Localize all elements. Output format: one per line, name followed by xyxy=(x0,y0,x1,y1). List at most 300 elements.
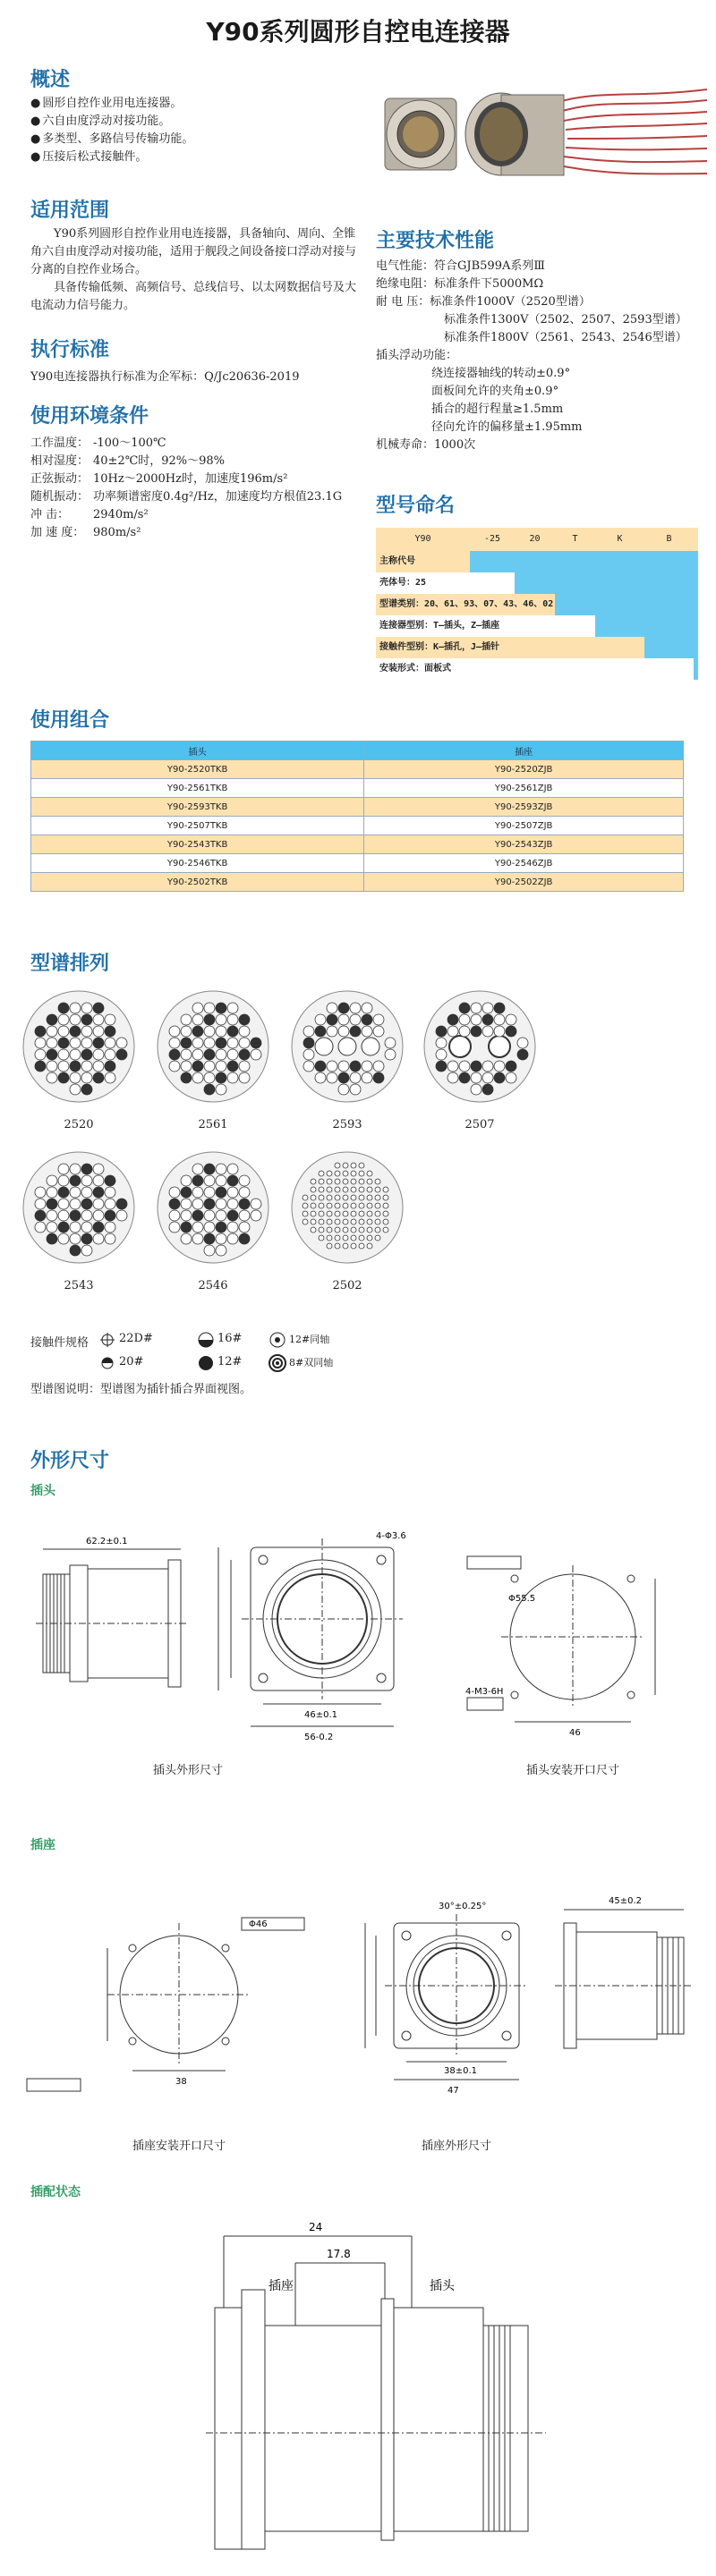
contact-mark xyxy=(385,1049,396,1060)
contact-mark xyxy=(375,1227,380,1233)
contact-mark xyxy=(70,1233,81,1244)
contact-mark xyxy=(181,1014,192,1025)
mate-left-label: 插座 xyxy=(268,2279,294,2293)
contact-mark xyxy=(448,1026,458,1037)
contact-mark xyxy=(47,1233,57,1244)
contact-mark xyxy=(227,1199,238,1209)
contact-mark xyxy=(35,1210,46,1221)
contact-mark xyxy=(47,1014,57,1025)
contact-mark xyxy=(471,1061,482,1072)
contact-mark xyxy=(227,1210,238,1221)
contact-mark xyxy=(204,1038,215,1048)
contact-mark xyxy=(327,1219,332,1224)
combo-heading: 使用组合 xyxy=(30,709,110,732)
contact-mark xyxy=(227,1072,238,1083)
contact-mark xyxy=(81,1164,92,1174)
contact-mark xyxy=(343,1179,348,1184)
contact-mark xyxy=(216,1014,226,1025)
contact-mark xyxy=(303,1038,314,1048)
contact-mark xyxy=(494,1026,505,1037)
contact-mark xyxy=(350,1026,361,1037)
contact-mark xyxy=(227,1026,238,1037)
contact-mark xyxy=(105,1072,115,1083)
contact-mark xyxy=(105,1049,115,1060)
contact-mark xyxy=(47,1210,57,1221)
contact-mark xyxy=(327,1227,332,1233)
overview-item: ● 六自由度浮动对接功能。 xyxy=(30,113,353,131)
contact-mark xyxy=(436,1061,447,1072)
contact-mark xyxy=(335,1187,340,1192)
column-header: 插头 xyxy=(31,741,364,760)
contact-mark xyxy=(227,1061,238,1072)
contact-mark xyxy=(251,1210,261,1221)
contact-mark xyxy=(335,1179,340,1184)
legend-20-icon xyxy=(102,1358,113,1368)
contact-mark xyxy=(351,1195,356,1200)
mated-heading: 插配状态 xyxy=(30,2185,81,2199)
contact-mark xyxy=(367,1171,372,1176)
contact-mark xyxy=(459,1003,470,1013)
contact-mark xyxy=(343,1219,348,1224)
contact-mark xyxy=(70,1003,81,1013)
contact-mark xyxy=(47,1222,57,1233)
contact-mark xyxy=(216,1222,226,1233)
contact-mark xyxy=(216,1233,226,1244)
contact-mark xyxy=(70,1061,81,1072)
contact-mark xyxy=(311,1179,316,1184)
table-cell: Y90-2520TKB xyxy=(31,760,364,779)
table-row xyxy=(31,760,684,779)
table-row xyxy=(31,873,684,892)
contact-mark xyxy=(303,1195,308,1200)
contact-mark xyxy=(338,1072,349,1083)
contact-mark xyxy=(335,1171,340,1176)
contact-mark xyxy=(105,1233,115,1244)
contact-mark xyxy=(192,1061,203,1072)
spectrum-label: 2520 xyxy=(64,1118,94,1131)
table-cell: Y90-2543ZJB xyxy=(364,835,684,854)
contact-mark xyxy=(471,1084,482,1095)
contact-mark xyxy=(116,1038,127,1048)
contact-mark xyxy=(351,1211,356,1216)
contact-mark xyxy=(359,1179,364,1184)
contact-mark xyxy=(169,1222,180,1233)
contact-mark xyxy=(81,1026,92,1037)
contact-mark xyxy=(70,1038,81,1048)
contact-mark xyxy=(227,1233,238,1244)
contact-mark xyxy=(216,1049,226,1060)
contact-mark xyxy=(58,1026,69,1037)
contact-mark xyxy=(169,1187,180,1198)
dim-rec-sq2: 47 xyxy=(448,2086,459,2096)
contact-mark xyxy=(204,1175,215,1186)
contact-mark xyxy=(343,1211,348,1216)
table-row xyxy=(31,835,684,854)
receptacle-caption: 插座安装开口尺寸 xyxy=(132,2140,226,2153)
contact-mark xyxy=(367,1187,372,1192)
env-key: 随机振动： xyxy=(30,490,90,504)
contact-mark xyxy=(375,1235,380,1241)
contact-mark xyxy=(81,1014,92,1025)
contact-mark xyxy=(373,1061,384,1072)
contact-mark xyxy=(204,1061,215,1072)
table-cell: Y90-2502ZJB xyxy=(364,873,684,892)
contact-mark xyxy=(70,1199,81,1209)
plug-heading: 插头 xyxy=(30,1484,55,1498)
contact-mark xyxy=(315,1061,326,1072)
contact-mark xyxy=(383,1219,388,1224)
contact-mark xyxy=(192,1187,203,1198)
contact-mark xyxy=(343,1227,348,1233)
tech-line: 耐 电 压：标准条件1000V（2520型谱） xyxy=(376,295,591,309)
env-value: -100～100℃ xyxy=(93,436,166,450)
contact-mark xyxy=(335,1235,340,1241)
spectrum-diagrams xyxy=(0,984,716,1324)
contact-mark xyxy=(58,1049,69,1060)
legend-12-icon xyxy=(199,1356,213,1370)
contact-mark xyxy=(58,1061,69,1072)
contact-mark xyxy=(239,1210,250,1221)
contact-mark xyxy=(482,1061,493,1072)
contact-mark xyxy=(319,1219,324,1224)
contact-mark xyxy=(204,1164,215,1174)
naming-row: 主称代号 xyxy=(376,551,470,572)
contact-mark xyxy=(227,1222,238,1233)
dim-mate-total: 24 xyxy=(309,2221,323,2233)
spectrum-note: 型谱图说明：型谱图为插针插合界面视图。 xyxy=(30,1383,252,1396)
contact-mark xyxy=(359,1227,364,1233)
contact-mark xyxy=(192,1199,203,1209)
contact-mark xyxy=(367,1195,372,1200)
contact-mark xyxy=(93,1049,104,1060)
contact-mark xyxy=(192,1014,203,1025)
contact-mark xyxy=(494,1072,505,1083)
dim-rec-angle: 30°±0.25° xyxy=(439,1902,487,1911)
naming-row: 接触件型别：K—插孔，J—插针 xyxy=(376,637,644,658)
dim-plug-hole: 4-Φ3.6 xyxy=(376,1531,406,1541)
contact-mark xyxy=(506,1072,516,1083)
naming-code: 20 xyxy=(529,534,541,544)
contact-mark xyxy=(181,1233,192,1244)
contact-mark xyxy=(359,1203,364,1208)
env-value: 980m/s² xyxy=(93,526,141,539)
contact-mark xyxy=(204,1049,215,1060)
contact-mark xyxy=(181,1072,192,1083)
contact-mark xyxy=(375,1203,380,1208)
contact-mark xyxy=(351,1219,356,1224)
contact-mark xyxy=(204,1199,215,1209)
contact-mark xyxy=(239,1038,250,1048)
contact-mark xyxy=(335,1219,340,1224)
contact-mark xyxy=(351,1235,356,1241)
contact-mark xyxy=(239,1072,250,1083)
legend-label: 12#同轴 xyxy=(289,1334,330,1345)
legend-12-coax-icon xyxy=(270,1333,285,1347)
contact-mark xyxy=(58,1072,69,1083)
table-cell: Y90-2546TKB xyxy=(31,854,364,873)
contact-mark xyxy=(181,1038,192,1048)
contact-mark xyxy=(436,1038,447,1048)
contact-mark xyxy=(35,1222,46,1233)
contact-mark xyxy=(204,1222,215,1233)
env-value: 2940m/s² xyxy=(93,508,149,521)
contact-mark xyxy=(303,1061,314,1072)
tech-line: 径向允许的偏移量±1.95mm xyxy=(431,420,583,434)
contact-mark xyxy=(311,1219,316,1224)
contact-mark xyxy=(216,1003,226,1013)
contact-mark xyxy=(81,1061,92,1072)
dim-rec-open: 38 xyxy=(175,2077,187,2087)
naming-code: T xyxy=(572,534,578,544)
contact-mark xyxy=(204,1014,215,1025)
contact-mark xyxy=(81,1187,92,1198)
legend-label: 20# xyxy=(119,1355,144,1368)
legend-label: 16# xyxy=(217,1332,243,1345)
contact-mark xyxy=(105,1038,115,1048)
contact-mark xyxy=(383,1187,388,1192)
contact-mark xyxy=(303,1211,308,1216)
contact-mark xyxy=(227,1175,238,1186)
spectrum-heading: 型谱排列 xyxy=(30,953,110,975)
contact-mark xyxy=(93,1210,104,1221)
contact-mark xyxy=(105,1014,115,1025)
contact-mark xyxy=(459,1072,470,1083)
contact-mark xyxy=(311,1227,316,1233)
contact-mark xyxy=(204,1072,215,1083)
contact-mark xyxy=(506,1026,516,1037)
dim-plug-sq1: 46±0.1 xyxy=(304,1710,338,1720)
contact-mark xyxy=(216,1210,226,1221)
plug-drawings xyxy=(0,1503,716,1762)
env-value: 40±2℃时，92%～98% xyxy=(93,454,226,468)
contact-mark xyxy=(327,1235,332,1241)
contact-mark xyxy=(319,1195,324,1200)
page-title: Y90系列圆形自控电连接器 xyxy=(206,17,510,47)
contact-mark xyxy=(517,1038,528,1048)
environment-list xyxy=(30,435,362,542)
naming-code: -25 xyxy=(483,534,501,544)
contact-mark xyxy=(239,1199,250,1209)
contact-mark xyxy=(58,1199,69,1209)
contact-mark xyxy=(105,1061,115,1072)
contact-mark xyxy=(449,1036,471,1057)
receptacle-caption: 插座外形尺寸 xyxy=(421,2140,491,2153)
contact-mark xyxy=(362,1014,372,1025)
legend-label: 22D# xyxy=(119,1332,153,1345)
contact-mark xyxy=(359,1163,364,1168)
contact-mark xyxy=(58,1164,69,1174)
contact-mark xyxy=(459,1014,470,1025)
table-row xyxy=(31,854,684,873)
mated-drawing xyxy=(0,2209,716,2567)
table-cell: Y90-2543TKB xyxy=(31,835,364,854)
contact-mark xyxy=(47,1072,57,1083)
contact-mark xyxy=(327,1187,332,1192)
contact-mark xyxy=(169,1049,180,1060)
contact-mark xyxy=(93,1061,104,1072)
contact-mark xyxy=(385,1038,396,1048)
contact-mark xyxy=(448,1014,458,1025)
contact-mark xyxy=(81,1233,92,1244)
contact-mark xyxy=(47,1187,57,1198)
contact-mark xyxy=(383,1211,388,1216)
combo-table xyxy=(30,741,684,892)
contact-mark xyxy=(327,1243,332,1249)
contact-mark xyxy=(216,1199,226,1209)
contact-mark xyxy=(359,1235,364,1241)
contact-mark xyxy=(93,1233,104,1244)
contact-mark xyxy=(343,1203,348,1208)
scope-paragraph-2: 具备传输低频、高频信号、总线信号、以太网数据信号及大电流动力信号能力。 xyxy=(30,281,357,312)
contact-mark xyxy=(105,1222,115,1233)
contact-mark xyxy=(327,1195,332,1200)
naming-diagram xyxy=(376,528,698,680)
contact-mark xyxy=(192,1038,203,1048)
contact-mark xyxy=(216,1026,226,1037)
contact-mark xyxy=(367,1219,372,1224)
contact-mark xyxy=(239,1187,250,1198)
contact-mark xyxy=(359,1187,364,1192)
table-cell: Y90-2520ZJB xyxy=(364,760,684,779)
contact-mark xyxy=(105,1210,115,1221)
contact-mark xyxy=(58,1014,69,1025)
naming-code: Y90 xyxy=(414,534,431,544)
contact-mark xyxy=(351,1163,356,1168)
contact-mark xyxy=(58,1210,69,1221)
dim-rec-len: 45±0.2 xyxy=(609,1896,643,1906)
contact-mark xyxy=(327,1211,332,1216)
contact-mark xyxy=(459,1061,470,1072)
contact-mark xyxy=(204,1084,215,1095)
overview-heading: 概述 xyxy=(30,69,71,91)
contact-mark xyxy=(93,1003,104,1013)
contact-mark xyxy=(373,1014,384,1025)
contact-mark xyxy=(319,1179,324,1184)
contact-mark xyxy=(338,1014,349,1025)
env-value: 功率频谱密度0.4g²/Hz，加速度均方根值23.1G xyxy=(93,490,343,504)
legend-label: 12# xyxy=(217,1355,243,1368)
contact-mark xyxy=(181,1199,192,1209)
contact-mark xyxy=(192,1222,203,1233)
contact-mark xyxy=(181,1061,192,1072)
contact-mark xyxy=(58,1003,69,1013)
contact-mark xyxy=(227,1187,238,1198)
contact-mark xyxy=(58,1222,69,1233)
contact-mark xyxy=(70,1026,81,1037)
contact-mark xyxy=(482,1026,493,1037)
contact-mark xyxy=(216,1187,226,1198)
contact-mark xyxy=(81,1049,92,1060)
contact-mark xyxy=(192,1210,203,1221)
contact-mark xyxy=(383,1227,388,1233)
contact-mark xyxy=(47,1038,57,1048)
contact-mark xyxy=(471,1026,482,1037)
contact-mark xyxy=(216,1072,226,1083)
contact-mark xyxy=(367,1211,372,1216)
env-value: 10Hz～2000Hz时，加速度196m/s² xyxy=(93,472,288,486)
scope-heading: 适用范围 xyxy=(30,199,110,222)
contact-mark xyxy=(359,1219,364,1224)
contact-mark xyxy=(47,1026,57,1037)
overview-item: ● 圆形自控作业用电连接器。 xyxy=(30,95,353,113)
contact-mark xyxy=(105,1199,115,1209)
contact-mark xyxy=(327,1171,332,1176)
table-cell: Y90-2593ZJB xyxy=(364,798,684,817)
contact-mark xyxy=(362,1026,372,1037)
contact-mark xyxy=(335,1163,340,1168)
contact-mark xyxy=(315,1072,326,1083)
contact-mark xyxy=(327,1061,337,1072)
naming-row: 型谱类别：20、61、93、07、43、46、02 xyxy=(376,594,555,615)
contact-mark xyxy=(204,1003,215,1013)
contact-mark xyxy=(367,1179,372,1184)
contact-mark xyxy=(227,1003,238,1013)
contact-mark xyxy=(383,1195,388,1200)
contact-mark xyxy=(70,1072,81,1083)
contact-mark xyxy=(81,1199,92,1209)
plug-caption: 插头安装开口尺寸 xyxy=(525,1764,619,1777)
contact-mark xyxy=(227,1164,238,1174)
contact-mark xyxy=(367,1203,372,1208)
contact-mark xyxy=(319,1203,324,1208)
contact-mark xyxy=(181,1210,192,1221)
naming-heading: 型号命名 xyxy=(376,495,456,517)
contact-mark xyxy=(169,1038,180,1048)
contact-mark xyxy=(327,1003,337,1013)
contact-mark xyxy=(351,1171,356,1176)
contact-mark xyxy=(81,1003,92,1013)
env-key: 相对湿度： xyxy=(30,454,90,468)
contact-mark xyxy=(351,1179,356,1184)
contact-mark xyxy=(204,1210,215,1221)
contact-mark xyxy=(359,1171,364,1176)
contact-mark xyxy=(93,1072,104,1083)
contact-mark xyxy=(239,1014,250,1025)
contact-mark xyxy=(35,1026,46,1037)
contact-mark xyxy=(81,1038,92,1048)
outline-heading: 外形尺寸 xyxy=(30,1450,110,1472)
contact-mark xyxy=(343,1235,348,1241)
contact-mark xyxy=(327,1072,337,1083)
contact-mark xyxy=(47,1199,57,1209)
contact-mark xyxy=(181,1026,192,1037)
contact-mark xyxy=(303,1049,314,1060)
contact-mark xyxy=(362,1038,379,1055)
contact-mark xyxy=(383,1203,388,1208)
contact-mark xyxy=(351,1227,356,1233)
contact-mark xyxy=(227,1049,238,1060)
contact-mark xyxy=(482,1014,493,1025)
contact-mark xyxy=(506,1014,516,1025)
contact-mark xyxy=(81,1072,92,1083)
contact-mark xyxy=(311,1187,316,1192)
env-key: 加 速 度： xyxy=(30,526,85,539)
contact-mark xyxy=(303,1219,308,1224)
contact-mark xyxy=(351,1203,356,1208)
legend-22d-icon xyxy=(100,1333,115,1347)
contact-mark xyxy=(70,1187,81,1198)
contact-mark xyxy=(375,1195,380,1200)
contact-mark xyxy=(81,1245,92,1256)
tech-line: 标准条件1800V（2561、2543、2546型谱） xyxy=(444,331,687,344)
contact-mark xyxy=(311,1211,316,1216)
contact-mark xyxy=(35,1199,46,1209)
contact-mark xyxy=(373,1072,384,1083)
contact-mark xyxy=(58,1187,69,1198)
contact-mark xyxy=(70,1245,81,1256)
column-header: 插座 xyxy=(364,741,684,760)
contact-mark xyxy=(35,1187,46,1198)
